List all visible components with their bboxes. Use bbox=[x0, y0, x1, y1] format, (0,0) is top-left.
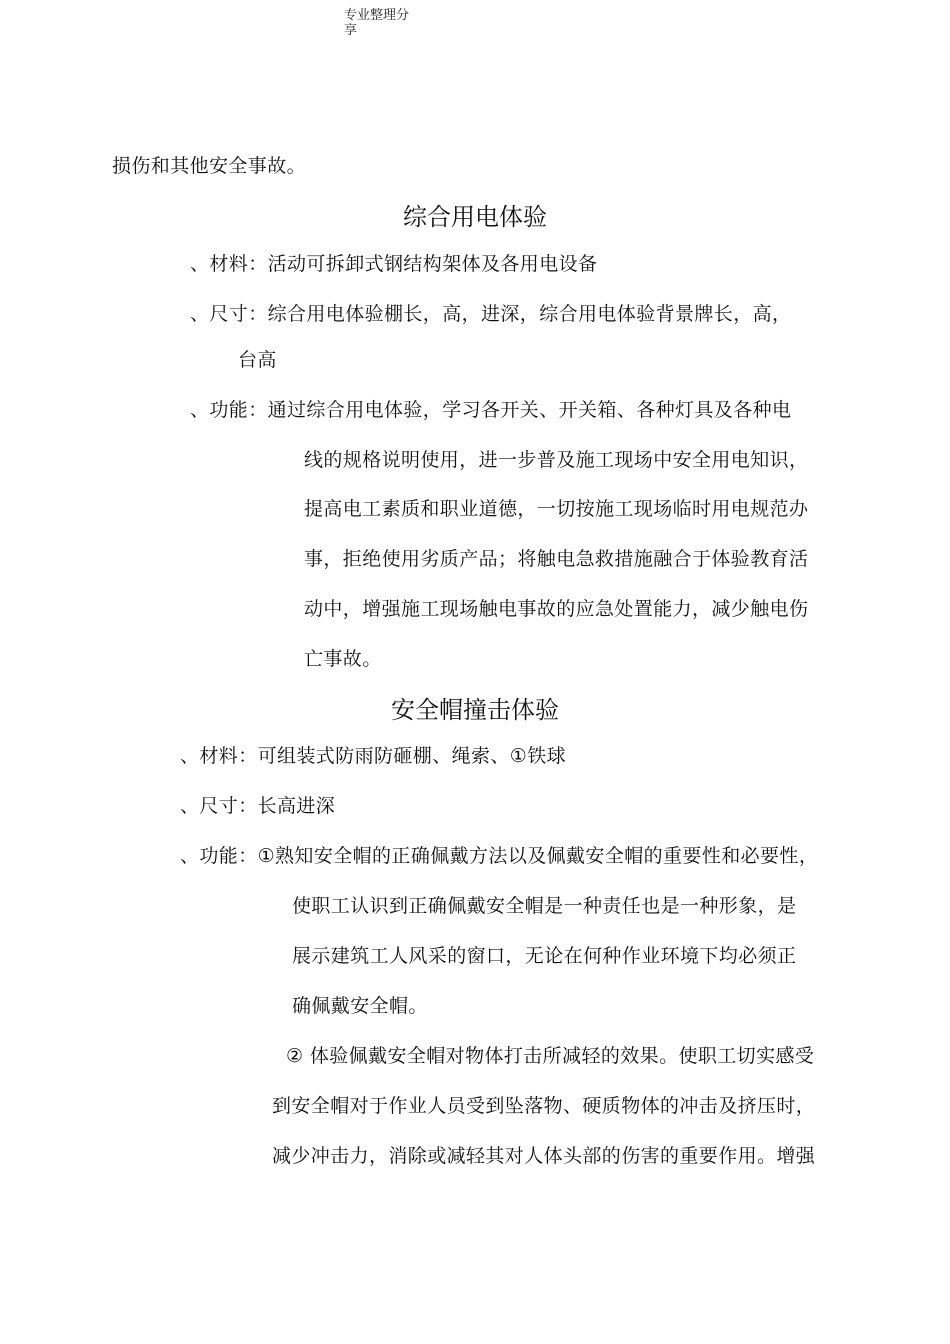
function-item-continued: 确佩戴安全帽。 bbox=[292, 995, 428, 1017]
materials-item: 、材料：活动可拆卸式钢结构架体及各用电设备 bbox=[190, 253, 598, 275]
dimensions-item: 、尺寸：长高进深 bbox=[180, 795, 336, 817]
header-note-line-2: 享 bbox=[344, 23, 358, 38]
section-title: 综合用电体验 bbox=[403, 203, 547, 231]
function-item-continued: 提高电工素质和职业道德，一切按施工现场临时用电规范办 bbox=[304, 498, 809, 520]
function-point-2-continued: 到安全帽对于作业人员受到坠落物、硬质物体的冲击及挤压时， bbox=[272, 1095, 816, 1117]
materials-item: 、材料：可组装式防雨防砸棚、绳索、①铁球 bbox=[180, 745, 567, 767]
dimensions-item: 、尺寸：综合用电体验棚长，高，进深，综合用电体验背景牌长，高， bbox=[190, 303, 792, 325]
function-item-continued: 动中，增强施工现场触电事故的应急处置能力，减少触电伤 bbox=[304, 598, 809, 620]
function-point-2-continued: 减少冲击力，消除或减轻其对人体头部的伤害的重要作用。增强 bbox=[272, 1145, 816, 1167]
function-item-continued: 使职工认识到正确佩戴安全帽是一种责任也是一种形象，是 bbox=[292, 895, 797, 917]
function-item: 、功能：①熟知安全帽的正确佩戴方法以及佩戴安全帽的重要性和必要性， bbox=[180, 845, 819, 867]
function-item-continued: 线的规格说明使用，进一步普及施工现场中安全用电知识， bbox=[304, 449, 809, 471]
function-item-continued: 展示建筑工人风采的窗口，无论在何种作业环境下均必须正 bbox=[292, 945, 797, 967]
function-point-2: ② 体验佩戴安全帽对物体打击所减轻的效果。使职工切实感受 bbox=[286, 1045, 815, 1067]
function-item: 、功能：通过综合用电体验，学习各开关、开关箱、各种灯具及各种电 bbox=[190, 399, 792, 421]
function-item-continued: 亡事故。 bbox=[304, 648, 382, 670]
function-item-continued: 事，拒绝使用劣质产品；将触电急救措施融合于体验教育活 bbox=[304, 548, 809, 570]
dimensions-item-continued: 台高 bbox=[238, 349, 277, 371]
header-note-line-1: 专业整理分 bbox=[344, 8, 410, 23]
intro-continued-line: 损伤和其他安全事故。 bbox=[112, 155, 307, 177]
section-title: 安全帽撞击体验 bbox=[391, 696, 559, 724]
